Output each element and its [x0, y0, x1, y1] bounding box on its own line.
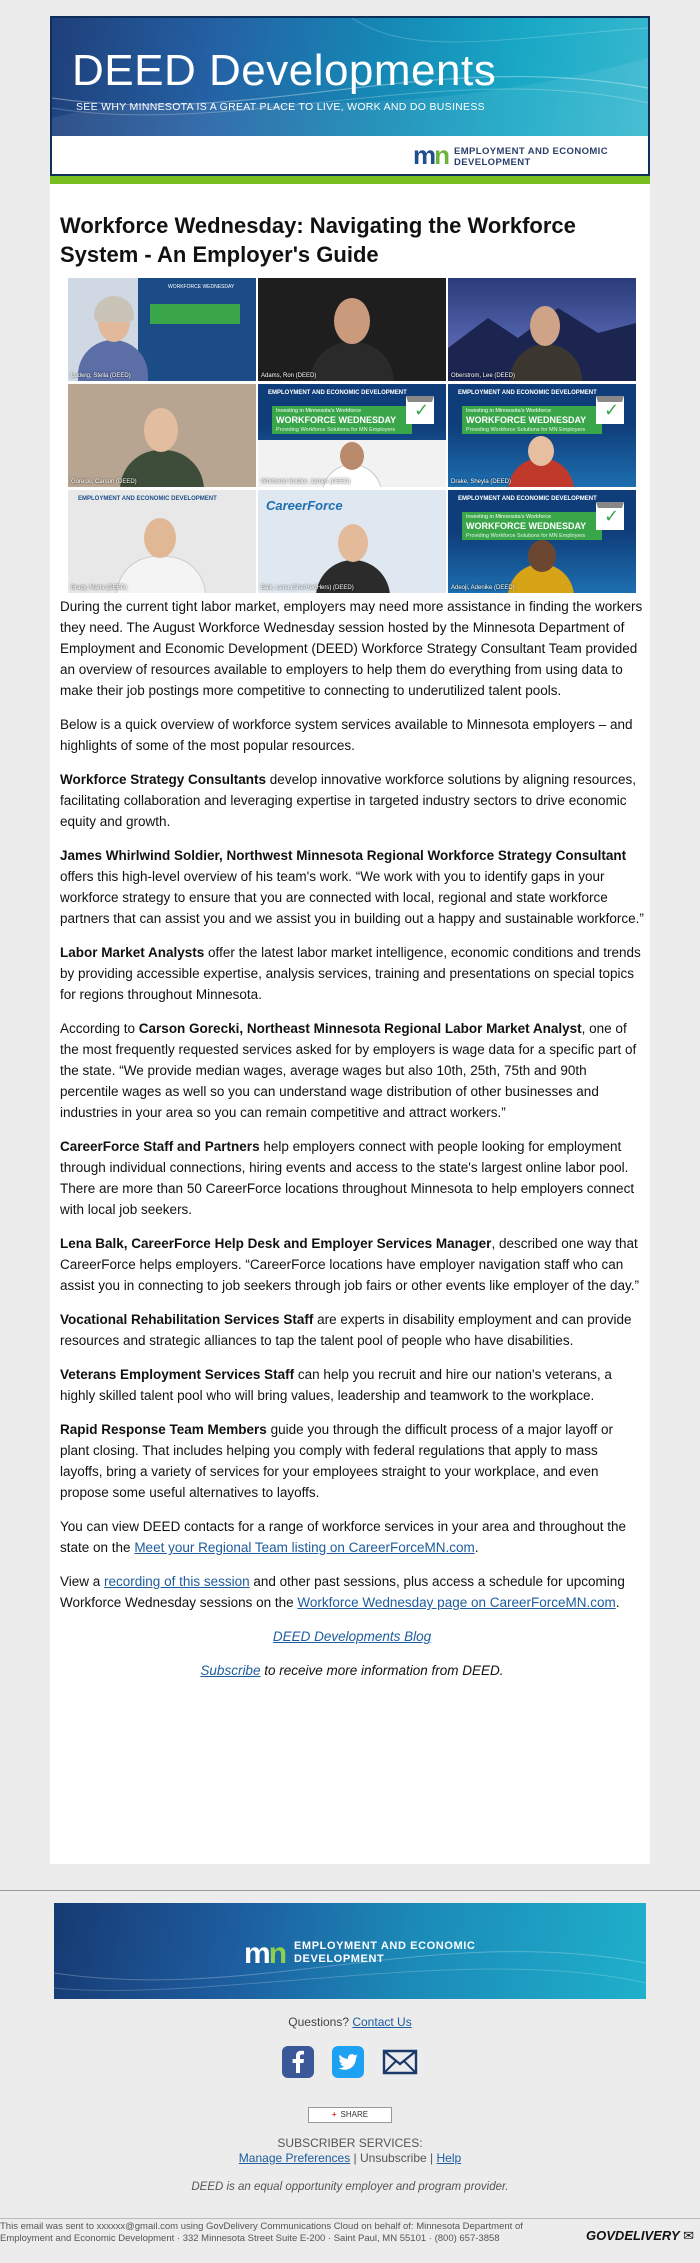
- paragraph: Rapid Response Team Members guide you through the difficult process of a major layoff or plant closing. That includes helping you comply with federal regulations that apply to mass layoffs, bring a variety of services for your employees straight to your workplace, and even propose some useful alternatives to layoffs.: [60, 1422, 614, 1500]
- banner-logo-strip: [52, 136, 648, 174]
- banner-subtitle: SEE WHY MINNESOTA IS A GREAT PLACE TO LIVE, WORK AND DO BUSINESS: [76, 101, 485, 113]
- banner-title: DEED Developments: [72, 46, 497, 95]
- paragraph: During the current tight labor market, employers may need more assistance in finding the workers they need. The August Workforce Wednesday session hosted by the Minnesota Department of Employment and Economic Development (DEED) Workforce Strategy Consultant Team provided an overview of resources available to employers to help them do everything from using data to make their job postings more competitive to connecting to underutilized talent pools.: [60, 599, 643, 698]
- share-button[interactable]: + SHARE: [308, 2107, 392, 2123]
- plus-icon: +: [331, 2110, 337, 2119]
- tile-caption: Ludwig, Stella (DEED): [71, 373, 131, 379]
- workforce-wednesday-promo: EMPLOYMENT AND ECONOMIC DEVELOPMENT Investing in Minnesota's Workforce WORKFORCE WEDNESDAY Providing Workforce Solutions for MN Employers ✓: [258, 384, 446, 487]
- tile-caption: Adams, Ron (DEED): [261, 373, 317, 379]
- paragraph: According to Carson Gorecki, Northeast Minnesota Regional Labor Market Analyst, one of the most frequently requested services asked for by employers is wage data for a specific part of the state. “We provide median wages, average wages but also 10th, 25th, 75th and 90th percentile wages as well so you can understand wage distribution of other businesses and industries in your area so you can remain competitive and attract workers.”: [60, 1021, 637, 1120]
- footer-banner: [54, 1903, 646, 1999]
- regional-team-link[interactable]: Meet your Regional Team listing on CareerForceMN.com: [134, 1540, 475, 1555]
- paragraph: Labor Market Analysts offer the latest labor market intelligence, economic conditions and trends by providing accessible expertise, analysis services, training and presentations on special topics for regions throughout Minnesota.: [60, 945, 641, 1002]
- video-call-screenshot: [68, 278, 636, 594]
- facebook-icon[interactable]: [281, 2045, 315, 2084]
- equal-opportunity-statement: DEED is an equal opportunity employer and program provider.: [191, 2181, 509, 2193]
- video-tile: [68, 384, 256, 487]
- video-tile: EMPLOYMENT AND ECONOMIC DEVELOPMENT Investing in Minnesota's Workforce WORKFORCE WEDNESDAY Providing Workforce Solutions for MN Employers ✓ Drake, Sheyla (DEED): [448, 384, 636, 487]
- calendar-check-icon: [406, 396, 434, 424]
- video-tile: EMPLOYMENT AND ECONOMIC DEVELOPMENT Investing in Minnesota's Workforce WORKFORCE WEDNESDAY Providing Workforce Solutions for MN Employers ✓ Adeoji, Adenike (DEED): [448, 490, 636, 593]
- deed-logo-text: EMPLOYMENT AND ECONOMIC DEVELOPMENT: [454, 146, 608, 168]
- email-card: [50, 16, 650, 1864]
- social-icons: [0, 2045, 700, 2085]
- footer-logo-text: EMPLOYMENT AND ECONOMIC DEVELOPMENT: [294, 1940, 476, 1965]
- paragraph: Vocational Rehabilitation Services Staff are experts in disability employment and can provide resources and strategic alliances to tap the talent pool of people who have disabilities.: [60, 1312, 632, 1348]
- email-disclaimer: This email was sent to xxxxxx@gmail.com using GovDelivery Communications Cloud on behalf of: Minnesota Department of Employment and Economic Development · 332 Minnesota Street Suite E-200 · Saint Paul, MN 55101 · (800) 657-3858: [0, 2221, 523, 2244]
- blog-link[interactable]: DEED Developments Blog: [272, 1629, 432, 1644]
- footer-bottom-divider: [0, 2218, 700, 2219]
- workforce-wednesday-page-link[interactable]: Workforce Wednesday page on CareerForceMN.com: [297, 1595, 616, 1610]
- footer-divider: [0, 1890, 700, 1891]
- paragraph: Lena Balk, CareerForce Help Desk and Employer Services Manager, described one way that CareerForce helps employers. “CareerForce locations have employer navigation staff who can assist you in connecting to job seekers through job fairs or other events like employer of the day.”: [60, 1236, 640, 1293]
- paragraph: James Whirlwind Soldier, Northwest Minnesota Regional Workforce Strategy Consultant offers this high-level overview of his team's work. “We work with you to identify gaps in your workforce strategy to ensure that you are connected with local, regional and state workforce partners that can assist you and we assist you in building out a happy and sustainable workforce.”: [60, 848, 644, 926]
- tile-caption: Brady, Marla (DEED): [71, 585, 127, 591]
- recording-link[interactable]: recording of this session: [104, 1574, 250, 1589]
- article-headline: Workforce Wednesday: Navigating the Workforce System - An Employer's Guide: [60, 213, 576, 267]
- calendar-check-icon: [596, 396, 624, 424]
- email-icon[interactable]: [381, 2045, 419, 2084]
- video-tile: [448, 278, 636, 381]
- mn-logo-icon: mn: [412, 140, 448, 170]
- tile-caption: Balk, Lena (She/Her/Hers) (DEED): [261, 585, 354, 591]
- calendar-check-icon: [596, 502, 624, 530]
- paragraph: Below is a quick overview of workforce system services available to Minnesota employers – and highlights of some of the most popular resources.: [60, 717, 633, 753]
- manage-preferences-link[interactable]: Manage Preferences: [238, 2151, 351, 2165]
- tile-caption: Whirlwind Soldier, James (DEED): [261, 479, 351, 485]
- video-tile: EMPLOYMENT AND ECONOMIC DEVELOPMENT Brady, Marla (DEED): [68, 490, 256, 593]
- video-tile: CareerForce Balk, Lena (She/Her/Hers) (DEED): [258, 490, 446, 593]
- header-banner: [50, 16, 650, 176]
- subscribe-row: Subscribe to receive more information from DEED.: [200, 1663, 504, 1678]
- tile-caption: Drake, Sheyla (DEED): [451, 479, 512, 485]
- subscriber-services: SUBSCRIBER SERVICES: Manage Preferences | Unsubscribe | Help: [238, 2136, 462, 2165]
- questions-line: Questions? Contact Us: [288, 2015, 412, 2029]
- blog-link-row: [60, 1626, 644, 1647]
- green-divider: [50, 176, 650, 184]
- tile-caption: Oberstrom, Lee (DEED): [451, 373, 516, 379]
- article-body: [60, 596, 644, 1694]
- tile-caption: Adeoji, Adenike (DEED): [451, 585, 515, 591]
- mn-logo-icon: mn: [244, 1937, 286, 1970]
- paragraph: Workforce Strategy Consultants develop innovative workforce solutions by aligning resources, facilitating collaboration and leveraging expertise in targeted industry sectors to drive economic equity and growth.: [60, 772, 636, 829]
- banner-gradient: [52, 18, 648, 136]
- help-link[interactable]: Help: [436, 2151, 462, 2165]
- video-tile: WORKFORCE WEDNESDAY Ludwig, Stella (DEED): [68, 278, 256, 381]
- send-icon: ✉: [683, 2228, 694, 2243]
- paragraph: CareerForce Staff and Partners help employers connect with people looking for employment through individual connections, hiring events and access to the state's largest online labor pool. There are more than 50 CareerForce locations throughout Minnesota to help employers connect with local job seekers.: [60, 1139, 635, 1217]
- subscribe-link[interactable]: Subscribe: [200, 1663, 261, 1678]
- paragraph: Veterans Employment Services Staff can help you recruit and hire our nation's veterans, a highly skilled talent pool who will bring values, leadership and teamwork to the workplace.: [60, 1367, 612, 1403]
- video-tile: [258, 384, 446, 487]
- twitter-icon[interactable]: [331, 2045, 365, 2084]
- govdelivery-logo: GOVDELIVERY ✉: [586, 2228, 694, 2243]
- contact-us-link[interactable]: Contact Us: [352, 2015, 412, 2029]
- unsubscribe-link[interactable]: Unsubscribe: [360, 2151, 427, 2165]
- video-tile: [258, 278, 446, 381]
- paragraph: You can view DEED contacts for a range of workforce services in your area and throughout the state on the Meet your Regional Team listing on CareerForceMN.com.: [60, 1519, 627, 1555]
- paragraph: View a recording of this session and other past sessions, plus access a schedule for upcoming Workforce Wednesday sessions on the Workforce Wednesday page on CareerForceMN.com.: [60, 1574, 625, 1610]
- tile-caption: Gorecki, Carson (DEED): [71, 479, 137, 485]
